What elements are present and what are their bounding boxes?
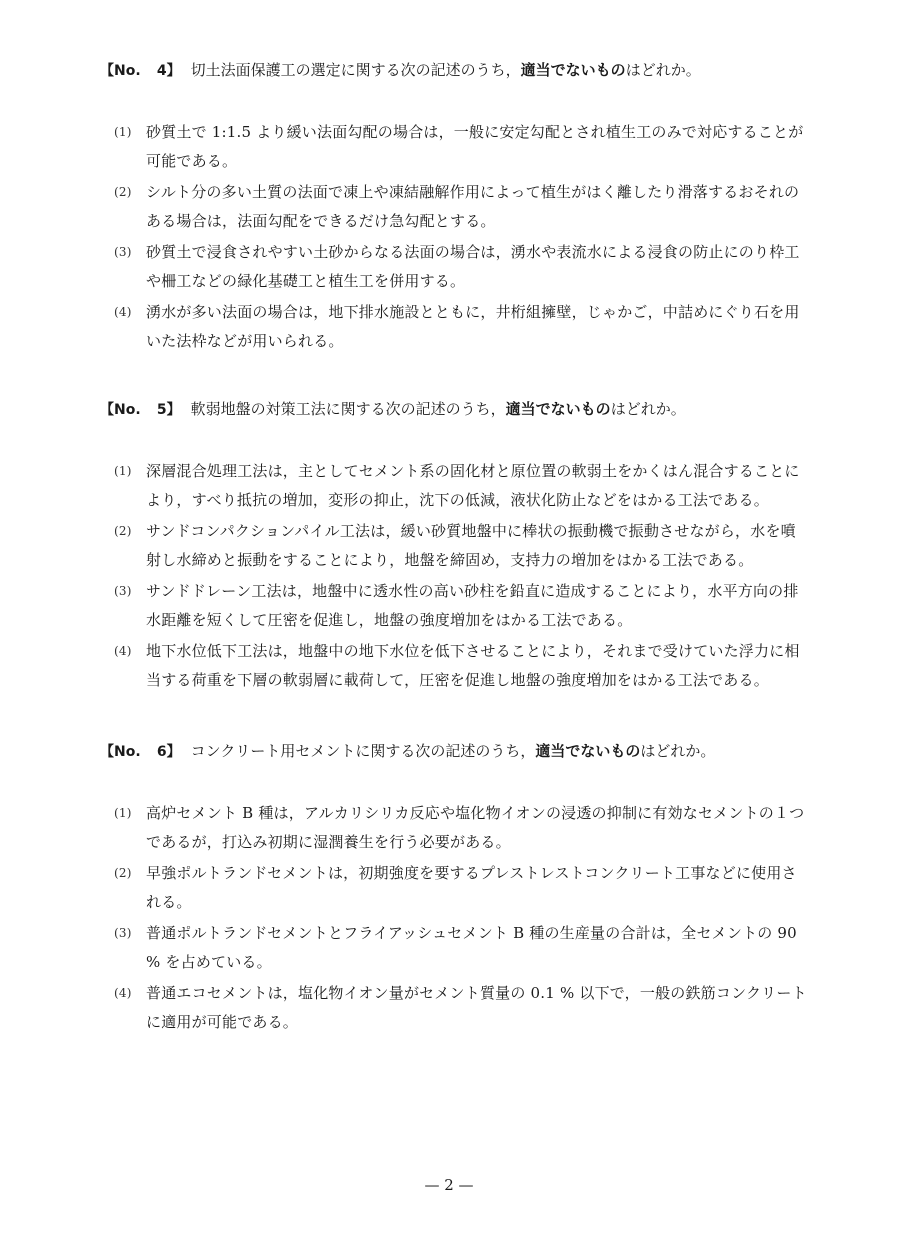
- choice-mark: (2): [114, 524, 132, 538]
- question-number: 【No. 5】: [100, 402, 181, 418]
- choice-mark: (3): [114, 245, 132, 259]
- choice-item: [100, 238, 810, 296]
- choice-mark: (3): [114, 584, 132, 598]
- choice-item: [100, 979, 810, 1037]
- choice-mark: (1): [114, 125, 132, 139]
- question-number: 【No. 6】: [100, 744, 181, 760]
- choice-text: サンドドレーン工法は，地盤中に透水性の高い砂柱を鉛直に造成することにより，水平方向の排水距離を短くして圧密を促進し，地盤の強度増加をはかる工法である。: [146, 582, 799, 629]
- question-stem: コンクリート用セメントに関する次の記述のうち，: [190, 742, 536, 760]
- choice-text: 普通ポルトランドセメントとフライアッシュセメント B 種の生産量の合計は，全セメントの 90 % を占めている。: [146, 924, 797, 971]
- choice-text: 深層混合処理工法は，主としてセメント系の固化材と原位置の軟弱土をかくはん混合することにより，すべり抵抗の増加，変形の抑止，沈下の低減，液状化防止などをはかる工法である。: [146, 462, 800, 509]
- choice-item: [100, 178, 810, 236]
- question-tail: はどれか。: [625, 61, 701, 79]
- choice-item: [100, 919, 810, 977]
- choice-text: 普通エコセメントは，塩化物イオン量がセメント質量の 0.1 % 以下で，一般の鉄筋コンクリートに適用が可能である。: [146, 984, 807, 1031]
- choice-text: 高炉セメント B 種は，アルカリシリカ反応や塩化物イオンの浸透の抑制に有効なセメントの１つであるが，打込み初期に湿潤養生を行う必要がある。: [146, 804, 805, 851]
- choice-mark: (4): [114, 644, 132, 658]
- question-tail: はどれか。: [610, 400, 686, 418]
- question-6: [100, 739, 810, 1039]
- question-number: 【No. 4】: [100, 63, 181, 79]
- question-stem: 軟弱地盤の対策工法に関する次の記述のうち，: [190, 400, 506, 418]
- page-number: — 2 —: [424, 1176, 474, 1194]
- question-header: [100, 739, 810, 763]
- question-stem: 切土法面保護工の選定に関する次の記述のうち，: [190, 61, 521, 79]
- choice-item: [100, 637, 810, 695]
- choice-mark: (1): [114, 806, 132, 820]
- choice-list: [100, 799, 810, 1037]
- choice-item: [100, 457, 810, 515]
- choice-item: [100, 517, 810, 575]
- question-emphasis: 適当でないもの: [505, 400, 611, 418]
- choice-text: 地下水位低下工法は，地盤中の地下水位を低下させることにより，それまで受けていた浮力に相当する荷重を下層の軟弱層に載荷して，圧密を促進し地盤の強度増加をはかる工法である。: [146, 642, 800, 689]
- question-emphasis: 適当でないもの: [520, 61, 626, 79]
- choice-text: 砂質土で 1:1.5 より緩い法面勾配の場合は，一般に安定勾配とされ植生工のみで対応することが可能である。: [146, 123, 804, 170]
- question-emphasis: 適当でないもの: [535, 742, 641, 760]
- choice-text: シルト分の多い土質の法面で凍上や凍結融解作用によって植生がはく離したり滑落するおそれのある場合は，法面勾配をできるだけ急勾配とする。: [146, 183, 800, 230]
- choice-item: [100, 577, 810, 635]
- choice-list: [100, 457, 810, 695]
- question-5: [100, 397, 810, 697]
- choice-text: 砂質土で浸食されやすい土砂からなる法面の場合は，湧水や表流水による浸食の防止にのり枠工や柵工などの緑化基礎工と植生工を併用する。: [146, 243, 800, 290]
- choice-list: [100, 118, 810, 356]
- choice-mark: (3): [114, 926, 132, 940]
- choice-mark: (4): [114, 305, 132, 319]
- question-4: [100, 58, 810, 358]
- choice-text: 早強ポルトランドセメントは，初期強度を要するプレストレストコンクリート工事などに使用される。: [146, 864, 797, 911]
- question-header: [100, 58, 810, 82]
- choice-mark: (2): [114, 185, 132, 199]
- choice-mark: (4): [114, 986, 132, 1000]
- choice-item: [100, 298, 810, 356]
- choice-text: サンドコンパクションパイル工法は，緩い砂質地盤中に棒状の振動機で振動させながら，水を噴射し水締めと振動をすることにより，地盤を締固め，支持力の増加をはかる工法である。: [146, 522, 796, 569]
- choice-text: 湧水が多い法面の場合は，地下排水施設とともに，井桁組擁壁，じゃかご，中詰めにぐり石を用いた法枠などが用いられる。: [146, 303, 800, 350]
- question-tail: はどれか。: [640, 742, 716, 760]
- question-header: [100, 397, 810, 421]
- choice-mark: (1): [114, 464, 132, 478]
- choice-item: [100, 859, 810, 917]
- choice-item: [100, 118, 810, 176]
- choice-mark: (2): [114, 866, 132, 880]
- choice-item: [100, 799, 810, 857]
